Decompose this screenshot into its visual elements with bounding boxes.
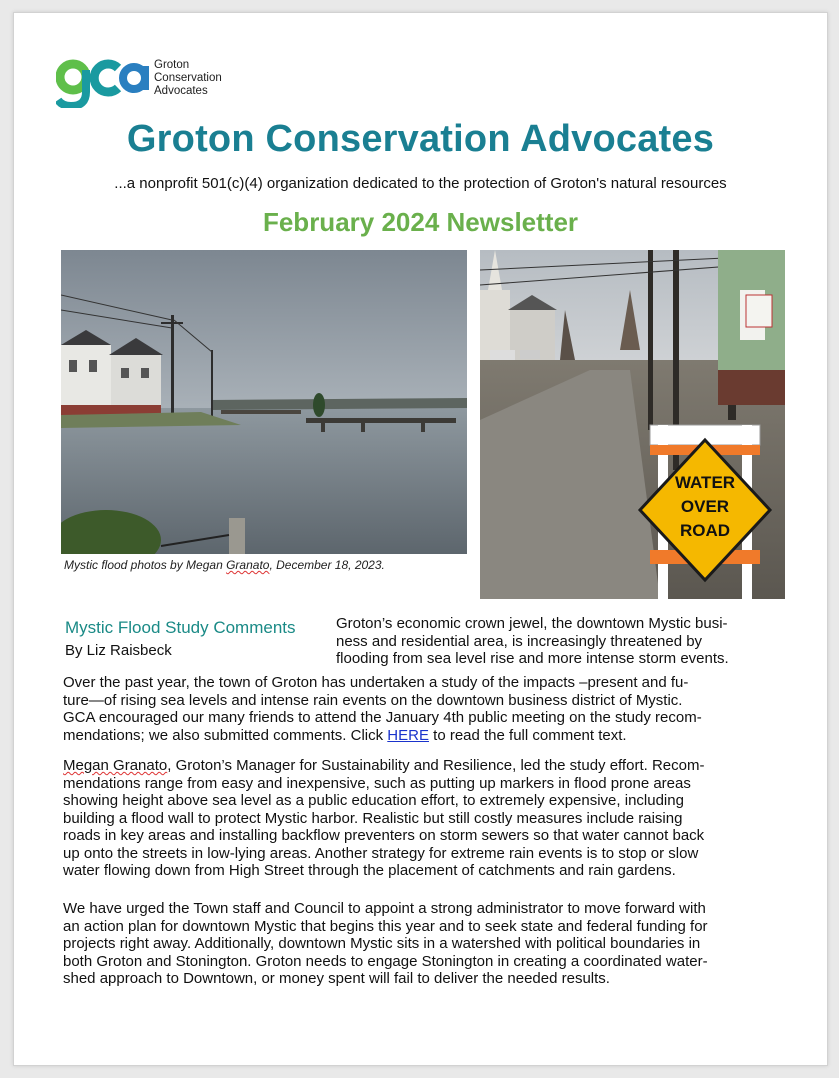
p1-line: ture—of rising sea levels and intense rain events on the downtown business district of Mystic. [63, 691, 683, 709]
logo-wordmark [154, 59, 222, 98]
article-byline: By Liz Raisbeck [65, 642, 172, 659]
p2-line-first [63, 757, 783, 775]
newsletter-page [13, 12, 828, 1066]
tagline: ...a nonprofit 501(c)(4) organization dedicated to the protection of Groton's natural resources [114, 175, 727, 192]
photo-caption [64, 558, 385, 572]
sign-line-2: OVER [680, 497, 730, 516]
sign-line-1: WATER [674, 473, 736, 492]
flood-photo-street [480, 250, 785, 599]
caption-pre: Mystic flood photos by Megan [64, 558, 227, 572]
intro-line: ness and residential area, is increasingly threatened by [336, 632, 703, 650]
p2-first-rest: , Groton’s Manager for Sustainability and Resilience, led the study effort. Recom- [167, 757, 705, 774]
article-intro [336, 615, 776, 668]
intro-line: Groton’s economic crown jewel, the downtown Mystic busi- [336, 615, 728, 632]
p3-line: We have urged the Town staff and Council to appoint a strong administrator to move forward with [63, 900, 706, 917]
intro-line: flooding from sea level rise and more intense storm events. [336, 650, 729, 667]
logo-line-1: Groton [154, 59, 190, 71]
p1-last-pre: mendations; we also submitted comments. Click [63, 726, 388, 744]
paragraph-2 [63, 757, 783, 880]
p2-name: Megan Granato [63, 757, 168, 774]
p3-line: shed approach to Downtown, or money spent will fail to deliver the needed results. [63, 970, 610, 987]
gca-logo [56, 56, 256, 108]
p2-line: water flowing down from High Street through the placement of catchments and rain gardens. [63, 862, 676, 879]
page-title: Groton Conservation Advocates [126, 118, 715, 160]
p2-line: showing height above sea level as a public education effort, to extremely expensive, including [63, 792, 684, 809]
gca-logo-mark [56, 56, 151, 108]
p2-line: mendations range from easy and inexpensive, such as putting up markers in flood prone areas [63, 774, 691, 792]
caption-post: , December 18, 2023. [269, 558, 385, 572]
p2-line: roads in key areas and installing backflow preventers on storm sewers so that water cannot back [63, 827, 705, 844]
p3-line: an action plan for downtown Mystic that begins this year and to seek state and federal funding for [63, 917, 708, 935]
p3-line: projects right away. Additionally, downtown Mystic sits in a watershed with political boundaries in [63, 935, 701, 952]
here-link[interactable]: HERE [387, 726, 429, 744]
p1-line: GCA encouraged our many friends to attend the January 4th public meeting on the study recom- [63, 709, 702, 726]
newsletter-heading: February 2024 Newsletter [262, 207, 579, 237]
p3-line: both Groton and Stonington. Groton needs to engage Stonington in creating a coordinated water- [63, 952, 708, 970]
caption-name: Granato [226, 558, 270, 572]
p1-line: Over the past year, the town of Groton has undertaken a study of the impacts –present and fu- [63, 674, 689, 691]
p2-line: building a flood wall to protect Mystic harbor. Realistic but still costly measures include raising [63, 809, 683, 827]
flood-photo-harbor [61, 250, 467, 554]
article-title: Mystic Flood Study Comments [65, 618, 296, 637]
logo-line-2: Conservation [154, 72, 222, 84]
p1-line-last [63, 727, 783, 745]
sign-line-3: ROAD [679, 521, 731, 540]
p2-line: up onto the streets in low-lying areas. Another strategy for extreme rain events is to stop or slow [63, 844, 699, 862]
p1-last-post: to read the full comment text. [428, 726, 627, 744]
paragraph-1 [63, 674, 783, 744]
logo-line-3: Advocates [154, 85, 208, 97]
paragraph-3 [63, 900, 783, 988]
